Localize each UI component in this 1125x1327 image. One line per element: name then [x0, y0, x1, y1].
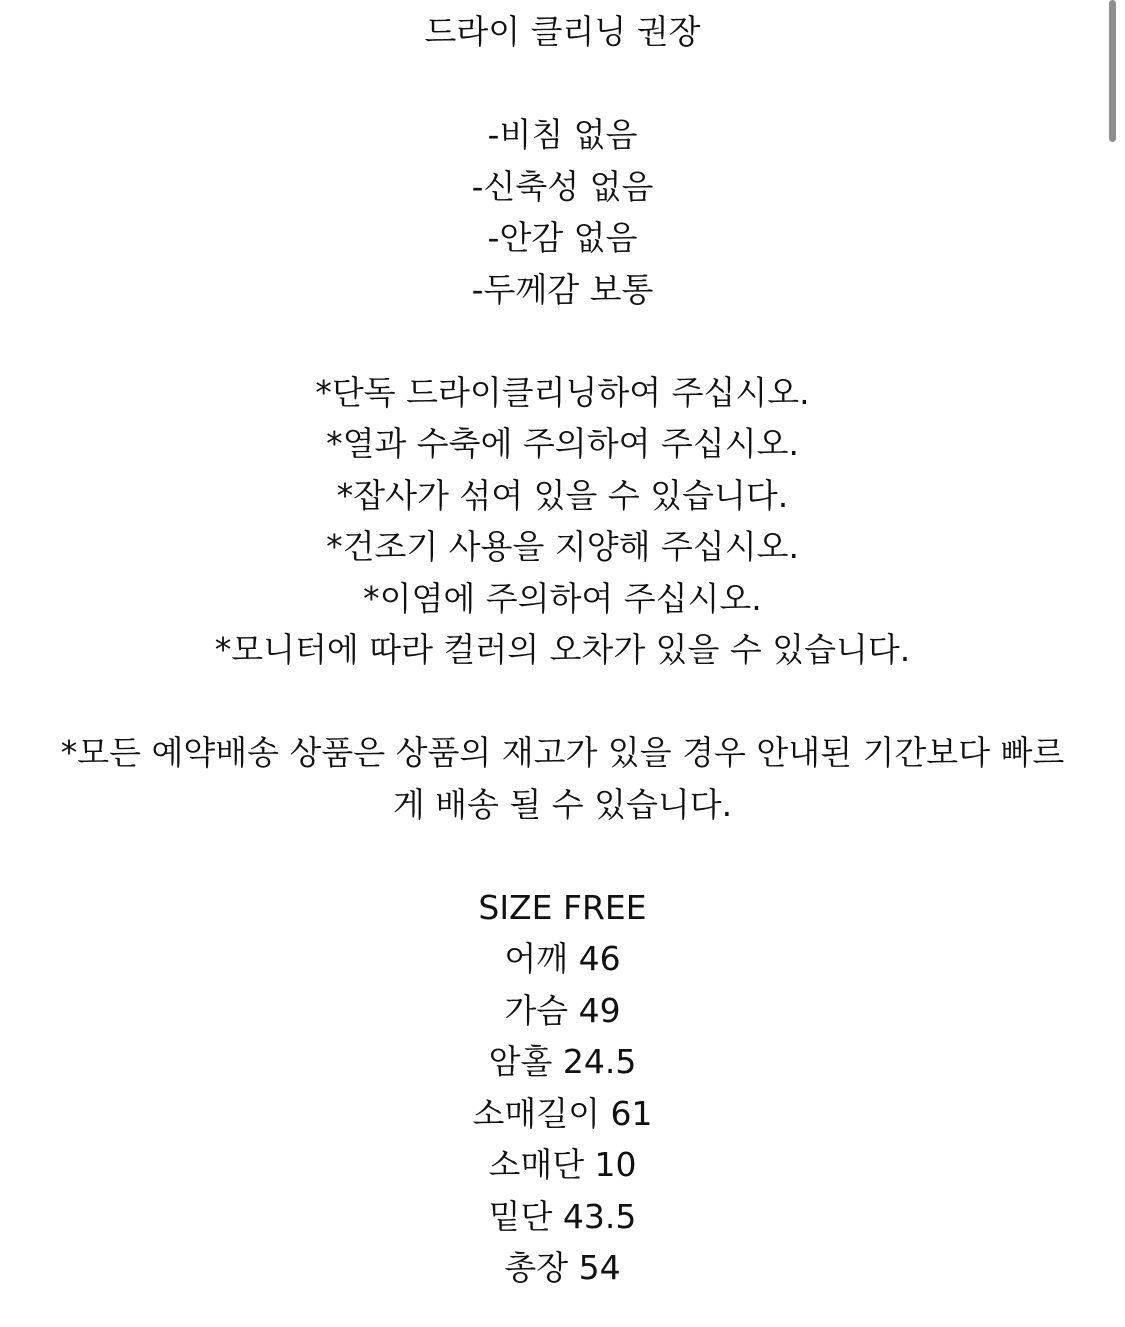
size-measurement: 소매단 10 [488, 1145, 637, 1184]
shipping-notice-line: 게 배송 될 수 있습니다. [392, 784, 733, 824]
property-item: -안감 없음 [487, 218, 638, 257]
shipping-notice [30, 727, 1095, 830]
size-measurement: 가슴 49 [504, 990, 621, 1030]
size-chart [30, 882, 1095, 1294]
notice-item: *열과 수축에 주의하여 주십시오. [326, 424, 799, 463]
size-measurement: 총장 54 [504, 1248, 621, 1287]
notice-item: *단독 드라이클리닝하여 주십시오. [315, 372, 810, 412]
spacer [30, 830, 1095, 882]
properties-list [30, 109, 1095, 315]
spacer [30, 676, 1095, 728]
shipping-notice-line: *모든 예약배송 상품은 상품의 재고가 있을 경우 안내된 기간보다 빠르 [60, 733, 1065, 772]
product-description [30, 6, 1095, 1294]
property-item: -비침 없음 [487, 115, 638, 154]
notice-item: *이염에 주의하여 주십시오. [363, 578, 762, 618]
vertical-scrollbar[interactable] [1109, 0, 1116, 142]
size-measurement: 소매길이 61 [472, 1093, 653, 1133]
size-measurement: 밑단 43.5 [488, 1196, 637, 1236]
notice-item: *건조기 사용을 지양해 주십시오. [326, 527, 799, 566]
care-title: 드라이 클리닝 권장 [424, 12, 701, 51]
size-measurement: 암홀 24.5 [488, 1042, 637, 1081]
spacer [30, 315, 1095, 367]
notice-item: *모니터에 따라 컬러의 오차가 있을 수 있습니다. [214, 630, 911, 669]
notice-item: *잡사가 섞여 있을 수 있습니다. [336, 475, 789, 515]
spacer [30, 58, 1095, 110]
property-item: -신축성 없음 [471, 166, 654, 206]
notices-list [30, 367, 1095, 676]
property-item: -두께감 보통 [471, 269, 654, 309]
size-measurement: 어깨 46 [504, 939, 621, 978]
size-title: SIZE FREE [478, 887, 647, 927]
